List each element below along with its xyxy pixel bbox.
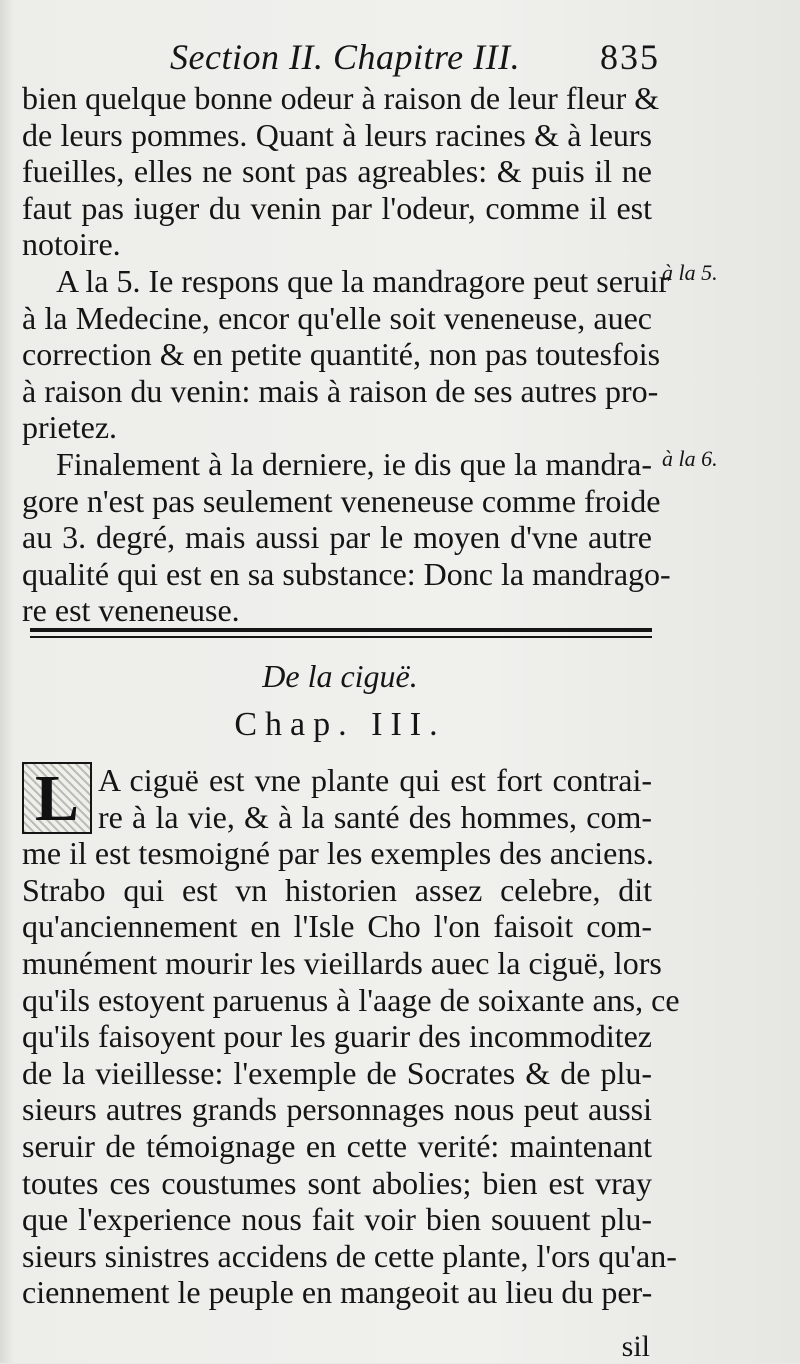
text-line: gore n'est pas seulement veneneuse comme froide bbox=[22, 482, 661, 519]
text-line: de leurs pommes. Quant à leurs racines & à leurs bbox=[22, 116, 652, 153]
divider-thin-line bbox=[30, 636, 652, 638]
margin-note-6: à la 6. bbox=[662, 446, 718, 471]
text-line: bien quelque bonne odeur à raison de leur fleur & bbox=[22, 80, 660, 116]
text-line: à raison du venin: mais à raison de ses autres pro- bbox=[22, 372, 659, 409]
text-line: qu'anciennement en l'Isle Cho l'on faisoit com- bbox=[22, 908, 652, 945]
text-line: qu'ils estoyent paruenus à l'aage de soixante ans, ce bbox=[22, 981, 680, 1018]
text-line: correction & en petite quantité, non pas toutesfois bbox=[22, 336, 661, 373]
section-title: De la ciguë. bbox=[262, 658, 418, 694]
text-line: re est veneneuse. bbox=[22, 592, 240, 629]
margin-note-5: à la 5. bbox=[662, 260, 718, 285]
text-line: de la vieillesse: l'exemple de Socrates & de plu- bbox=[22, 1054, 652, 1091]
chapter-heading: Chap. III. bbox=[234, 706, 446, 743]
text-line: qu'ils faisoyent pour les guarir des incommoditez bbox=[22, 1018, 652, 1055]
page-number: 835 bbox=[600, 37, 660, 77]
catchword: sil bbox=[621, 1330, 650, 1363]
text-line: sieurs sinistres accidens de cette plante, l'ors qu'an- bbox=[22, 1237, 677, 1274]
continuation-paragraph bbox=[22, 80, 660, 263]
text-line: faut pas iuger du venin par l'odeur, comme il est bbox=[22, 189, 652, 226]
text-line: prietez. bbox=[22, 409, 118, 446]
section-divider bbox=[30, 628, 652, 640]
text-line: qualité qui est en sa substance: Donc la mandrago- bbox=[22, 555, 671, 592]
text-line: re à la vie, & à la santé des hommes, com- bbox=[98, 798, 652, 835]
divider-thick-line bbox=[30, 628, 652, 632]
text-line: à la Medecine, encor qu'elle soit veneneuse, auec bbox=[22, 299, 652, 336]
running-head: Section II. Chapitre III. bbox=[170, 37, 521, 77]
text-line: Finalement à la derniere, ie dis que la mandra- bbox=[56, 446, 652, 482]
text-line: seruir de témoignage en cette verité: maintenant bbox=[22, 1127, 652, 1164]
text-line: munément mourir les vieillards auec la ciguë, lors bbox=[22, 944, 662, 981]
text-line: toutes ces coustumes sont abolies; bien est vray bbox=[22, 1164, 652, 1201]
page-header bbox=[170, 36, 660, 80]
text-line: fueilles, elles ne sont pas agreables: & puis il ne bbox=[22, 153, 652, 190]
answer-5-paragraph bbox=[22, 263, 670, 446]
text-line: me il est tesmoigné par les exemples des anciens. bbox=[22, 835, 654, 872]
text-line: Strabo qui est vn historien assez celebre, dit bbox=[22, 871, 652, 908]
answer-6-paragraph bbox=[22, 446, 671, 629]
text-line: A ciguë est vne plante qui est fort contrai- bbox=[98, 762, 652, 798]
drop-cap-letter: L bbox=[34, 762, 80, 835]
text-line: notoire. bbox=[22, 226, 121, 263]
text-line: ciennement le peuple en mangeoit au lieu du per- bbox=[22, 1274, 653, 1311]
text-line: A la 5. Ie respons que la mandragore peut seruir bbox=[56, 263, 670, 299]
chapter-body bbox=[22, 762, 680, 1311]
text-line: que l'experience nous fait voir bien souuent plu- bbox=[22, 1201, 652, 1238]
text-line: sieurs autres grands personnages nous peut aussi bbox=[22, 1091, 652, 1128]
text-line: au 3. degré, mais aussi par le moyen d'vne autre bbox=[22, 519, 652, 556]
